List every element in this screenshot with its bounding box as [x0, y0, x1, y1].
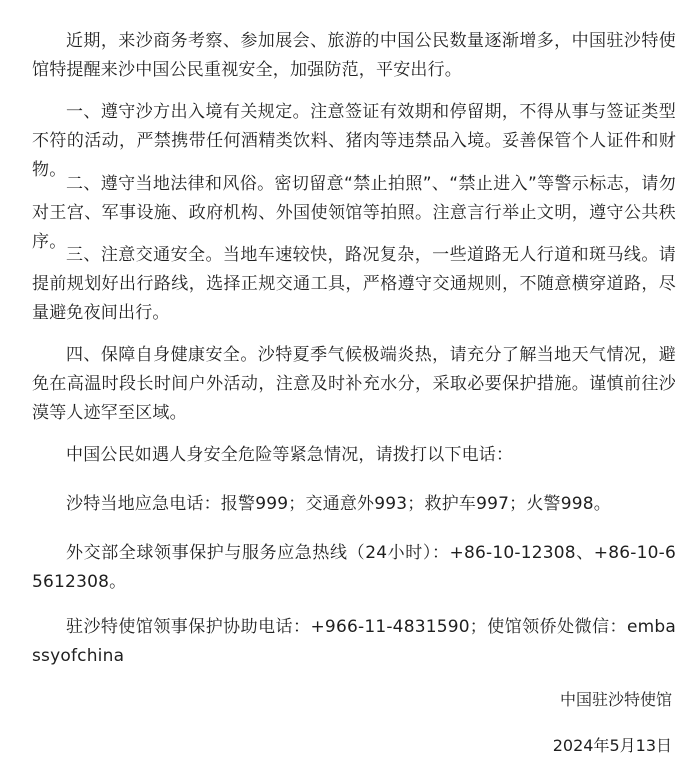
emergency-intro-paragraph: 中国公民如遇人身安全危险等紧急情况，请拨打以下电话： [66, 445, 514, 465]
consular-hotline-paragraph: 外交部全球领事保护与服务应急热线（24小时）：+86-10-12308、+86-10-65612308。 [32, 543, 676, 592]
traffic-safety-paragraph: 三、注意交通安全。当地车速较快，路况复杂，一些道路无人行道和斑马线。请提前规划好出行路线，选择正规交通工具，严格遵守交通规则，不随意横穿道路，尽量避免夜间出行。 [32, 245, 676, 323]
entry-exit-rules-paragraph: 一、遵守沙方出入境有关规定。注意签证有效期和停留期，不得从事与签证类型不符的活动，严禁携带任何酒精类饮料、猪肉等违禁品入境。妥善保管个人证件和财物。 [32, 102, 676, 180]
health-safety-paragraph: 四、保障自身健康安全。沙特夏季气候极端炎热，请充分了解当地天气情况，避免在高温时段长时间户外活动，注意及时补充水分，采取必要保护措施。谨慎前往沙漠等人迹罕至区域。 [32, 345, 676, 423]
intro-paragraph: 近期，来沙商务考察、参加展会、旅游的中国公民数量逐渐增多，中国驻沙特使馆特提醒来沙中国公民重视安全，加强防范，平安出行。 [32, 31, 676, 80]
embassy-contact-paragraph: 驻沙特使馆领事保护协助电话：+966-11-4831590；使馆领侨处微信：embassyofchina [32, 617, 676, 666]
signature: 中国驻沙特使馆 [559, 690, 672, 709]
laws-customs-paragraph: 二、遵守当地法律和风俗。密切留意“禁止拍照”、“禁止进入”等警示标志，请勿对王宫、军事设施、政府机构、外国使领馆等拍照。注意言行举止文明，遵守公共秩序。 [32, 174, 676, 252]
date: 2024年5月13日 [552, 736, 672, 755]
local-emergency-numbers: 沙特当地应急电话：报警999；交通意外993；救护车997；火警998。 [66, 494, 611, 514]
